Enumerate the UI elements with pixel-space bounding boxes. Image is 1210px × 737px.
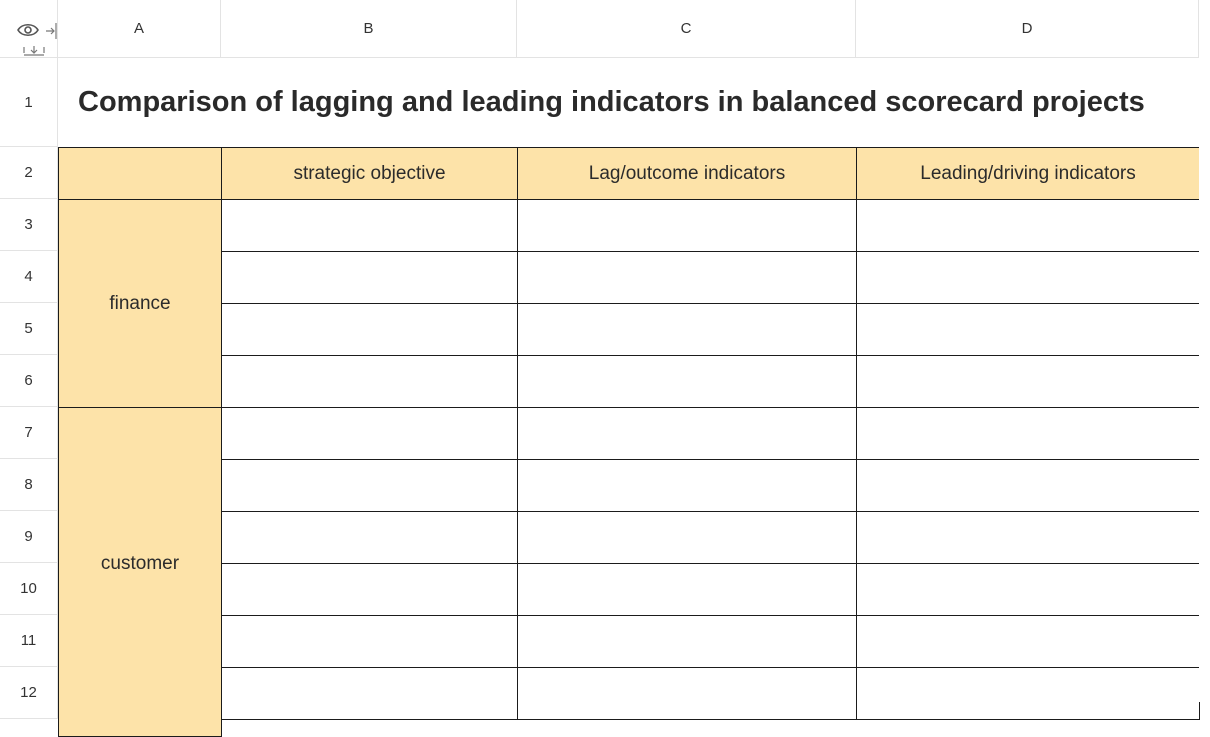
table-cell-c4[interactable] — [517, 251, 857, 304]
table-cell-b8[interactable] — [221, 459, 518, 512]
table-cell-c8[interactable] — [517, 459, 857, 512]
table-cell-b3[interactable] — [221, 199, 518, 252]
table-cell-d9[interactable] — [856, 511, 1200, 564]
table-header-strategic-objective[interactable]: strategic objective — [221, 147, 518, 200]
table-cell-d6[interactable] — [856, 355, 1200, 408]
table-header-lag-indicators[interactable]: Lag/outcome indicators — [517, 147, 857, 200]
table-cell-c11[interactable] — [517, 615, 857, 668]
table-cell-b10[interactable] — [221, 563, 518, 616]
row-header-2[interactable]: 2 — [0, 147, 58, 199]
table-cell-c7[interactable] — [517, 407, 857, 460]
category-cell-finance[interactable]: finance — [58, 199, 222, 408]
table-cell-d10[interactable] — [856, 563, 1200, 616]
select-all-corner[interactable] — [0, 0, 58, 58]
column-header-c[interactable]: C — [517, 0, 856, 58]
row-header-3[interactable]: 3 — [0, 199, 58, 251]
row-header-12[interactable]: 12 — [0, 667, 58, 719]
table-cell-d8[interactable] — [856, 459, 1200, 512]
table-cell-b12[interactable] — [221, 667, 518, 720]
sheet-title[interactable]: Comparison of lagging and leading indicators in balanced scorecard projects — [78, 86, 1145, 118]
row-header-7[interactable]: 7 — [0, 407, 58, 459]
table-cell-d12[interactable] — [856, 667, 1200, 720]
row-header-5[interactable]: 5 — [0, 303, 58, 355]
table-cell-d5[interactable] — [856, 303, 1200, 356]
table-cell-d4[interactable] — [856, 251, 1200, 304]
table-cell-d11[interactable] — [856, 615, 1200, 668]
table-header-leading-indicators[interactable]: Leading/driving indicators — [856, 147, 1200, 200]
table-cell-b6[interactable] — [221, 355, 518, 408]
table-cell-c5[interactable] — [517, 303, 857, 356]
row-header-10[interactable]: 10 — [0, 563, 58, 615]
table-cell-b9[interactable] — [221, 511, 518, 564]
table-cell-b4[interactable] — [221, 251, 518, 304]
row-header-8[interactable]: 8 — [0, 459, 58, 511]
sheet-right-edge — [1199, 0, 1210, 702]
row-header-1[interactable]: 1 — [0, 58, 58, 147]
table-header-blank[interactable] — [58, 147, 222, 200]
table-cell-d7[interactable] — [856, 407, 1200, 460]
table-cell-c12[interactable] — [517, 667, 857, 720]
table-cell-c3[interactable] — [517, 199, 857, 252]
table-cell-c9[interactable] — [517, 511, 857, 564]
category-cell-customer[interactable]: customer — [58, 407, 222, 737]
row-header-4[interactable]: 4 — [0, 251, 58, 303]
row-header-11[interactable]: 11 — [0, 615, 58, 667]
row-header-9[interactable]: 9 — [0, 511, 58, 563]
row-header-6[interactable]: 6 — [0, 355, 58, 407]
table-cell-b5[interactable] — [221, 303, 518, 356]
table-cell-b7[interactable] — [221, 407, 518, 460]
column-header-b[interactable]: B — [221, 0, 517, 58]
table-cell-b11[interactable] — [221, 615, 518, 668]
table-cell-d3[interactable] — [856, 199, 1200, 252]
column-header-d[interactable]: D — [856, 0, 1199, 58]
column-header-a[interactable]: A — [58, 0, 221, 58]
eye-icon[interactable] — [17, 22, 39, 38]
table-cell-c10[interactable] — [517, 563, 857, 616]
table-cell-c6[interactable] — [517, 355, 857, 408]
